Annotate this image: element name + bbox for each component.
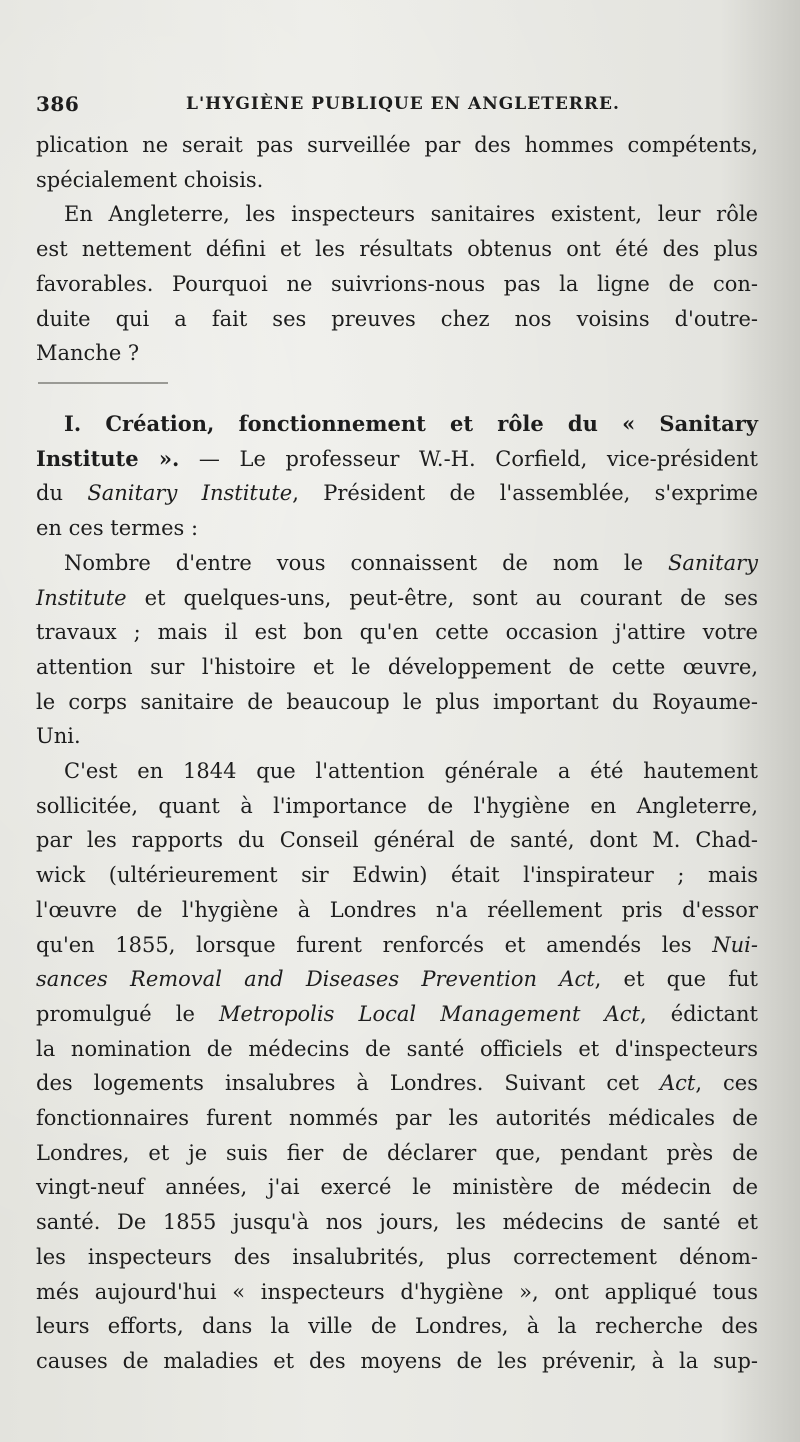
intro-paragraphs (36, 128, 758, 371)
text-line: sollicitée, quant à l'importance de l'hygiène en Angleterre, (36, 793, 758, 818)
text-line: fonctionnaires furent nommés par les autorités médicales de (36, 1106, 758, 1131)
text-line: est nettement défini et les résultats obtenus ont été des plus (36, 237, 758, 262)
text-line: des logements insalubres à Londres. Suivant cet Act, ces (36, 1071, 758, 1096)
text-line: l'œuvre de l'hygiène à Londres n'a réellement pris d'essor (36, 897, 758, 922)
text-line: spécialement choisis. (36, 167, 264, 192)
section-body (36, 407, 758, 1379)
running-head (36, 92, 760, 120)
text-line: attention sur l'histoire et le développement de cette œuvre, (36, 654, 758, 679)
text-line: duite qui a fait ses preuves chez nos voisins d'outre- (36, 306, 758, 331)
text-line: favorables. Pourquoi ne suivrions-nous pas la ligne de con- (36, 271, 758, 296)
text-line: causes de maladies et des moyens de les prévenir, à la sup- (36, 1348, 758, 1373)
text-line: Uni. (36, 724, 81, 749)
text-line: promulgué le Metropolis Local Management Act, édictant (36, 1001, 758, 1026)
text-line: en ces termes : (36, 516, 199, 541)
section-divider (38, 382, 168, 384)
text-line: Institute et quelques-uns, peut-être, sont au courant de ses (36, 585, 758, 610)
text-line: C'est en 1844 que l'attention générale a été hautement (64, 759, 758, 784)
text-line: Manche ? (36, 341, 140, 366)
text-line: plication ne serait pas surveillée par des hommes compétents, (36, 133, 758, 157)
text-line: du Sanitary Institute, Président de l'assemblée, s'exprime (36, 481, 758, 506)
section-heading-line: Institute ». — Le professeur W.-H. Corfield, vice-président (36, 445, 758, 471)
text-line: par les rapports du Conseil général de santé, dont M. Chad- (36, 828, 758, 853)
text-line: les inspecteurs des insalubrités, plus correctement dénom- (36, 1244, 758, 1269)
text-line: le corps sanitaire de beaucoup le plus important du Royaume- (36, 689, 758, 714)
text-line: travaux ; mais il est bon qu'en cette occasion j'attire votre (36, 620, 758, 645)
text-line: wick (ultérieurement sir Edwin) était l'inspirateur ; mais (36, 863, 758, 888)
text-line: santé. De 1855 jusqu'à nos jours, les médecins de santé et (36, 1210, 758, 1235)
text-line: leurs efforts, dans la ville de Londres, à la recherche des (36, 1314, 758, 1339)
text-line: Nombre d'entre vous connaissent de nom le Sanitary (64, 550, 758, 575)
text-line: qu'en 1855, lorsque furent renforcés et amendés les Nui- (36, 932, 758, 957)
text-line: sances Removal and Diseases Prevention Act, et que fut (36, 967, 758, 992)
text-line: la nomination de médecins de santé officiels et d'inspecteurs (36, 1036, 758, 1061)
section-heading-line: I. Création, fonctionnement et rôle du « Sanitary (64, 411, 758, 436)
running-title: L'HYGIÈNE PUBLIQUE EN ANGLETERRE. (186, 94, 620, 114)
page-number: 386 (36, 92, 80, 116)
text-line: Londres, et je suis fier de déclarer que, pendant près de (36, 1140, 758, 1165)
text-line: En Angleterre, les inspecteurs sanitaires existent, leur rôle (64, 202, 758, 227)
text-line: vingt-neuf années, j'ai exercé le ministère de médecin de (36, 1175, 758, 1200)
text-line: més aujourd'hui « inspecteurs d'hygiène », ont appliqué tous (36, 1279, 758, 1304)
